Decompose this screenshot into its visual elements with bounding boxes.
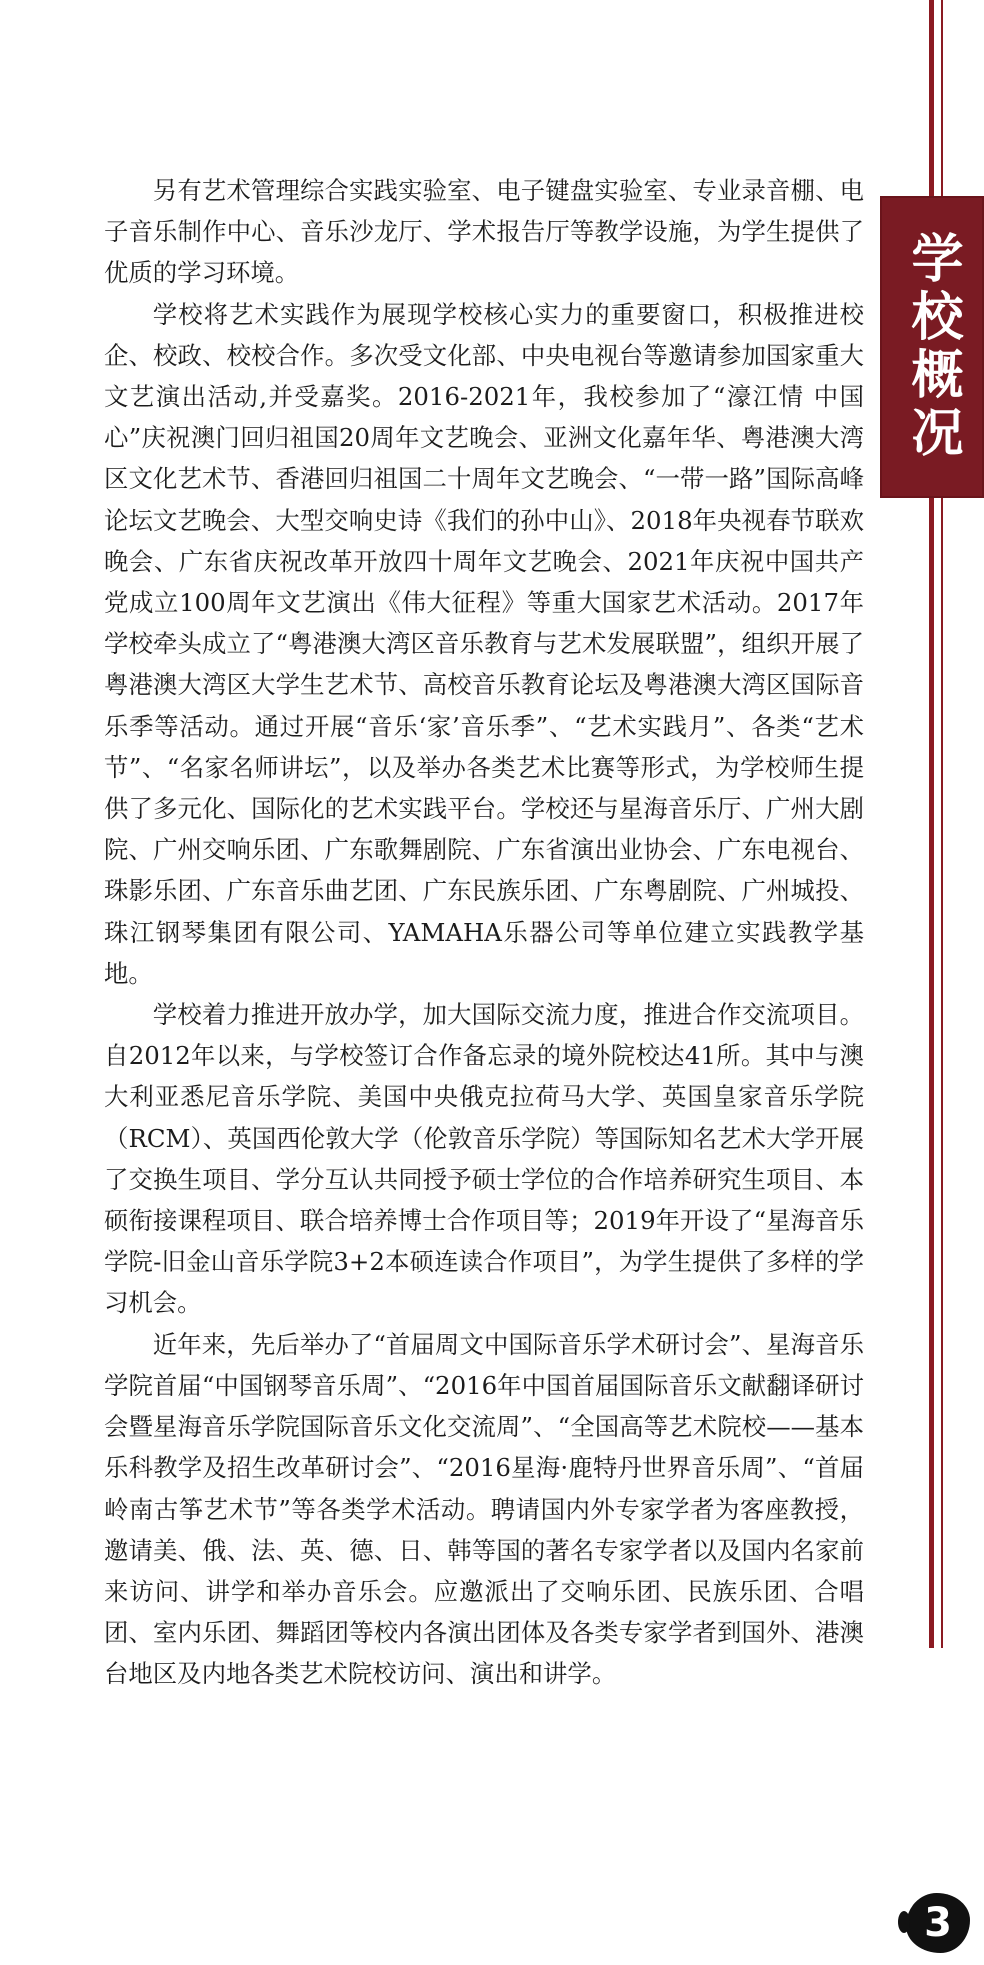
section-tab [880, 196, 984, 498]
paragraph-art-practice: 学校将艺术实践作为展现学校核心实力的重要窗口，积极推进校企、校政、校校合作。多次受文化部、中央电视台等邀请参加国家重大文艺演出活动,并受嘉奖。2016-2021年，我校参加了“濠江情 中国心”庆祝澳门回归祖国20周年文艺晚会、亚洲文化嘉年华、粤港澳大湾区文化艺术节、香港回归祖国二十周年文艺晚会、“一带一路”国际高峰论坛文艺晚会、大型交响史诗《我们的孙中山》、2018年央视春节联欢晚会、广东省庆祝改革开放四十周年文艺晚会、2021年庆祝中国共产党成立100周年文艺演出《伟大征程》等重大国家艺术活动。2017年学校牵头成立了“粤港澳大湾区音乐教育与艺术发展联盟”，组织开展了粤港澳大湾区大学生艺术节、高校音乐教育论坛及粤港澳大湾区国际音乐季等活动。通过开展“音乐‘家’音乐季”、“艺术实践月”、各类“艺术节”、“名家名师讲坛”，以及举办各类艺术比赛等形式，为学校师生提供了多元化、国际化的艺术实践平台。学校还与星海音乐厅、广州大剧院、广州交响乐团、广东歌舞剧院、广东省演出业协会、广东电视台、珠影乐团、广东音乐曲艺团、广东民族乐团、广东粤剧院、广州城投、珠江钢琴集团有限公司、YAMAHA乐器公司等单位建立实践教学基地。 [104, 299, 864, 988]
paragraph-international-exchange: 学校着力推进开放办学，加大国际交流力度，推进合作交流项目。自2012年以来，与学校签订合作备忘录的境外院校达41所。其中与澳大利亚悉尼音乐学院、美国中央俄克拉荷马大学、英国皇家音乐学院（RCM）、英国西伦敦大学（伦敦音乐学院）等国际知名艺术大学开展了交换生项目、学分互认共同授予硕士学位的合作培养研究生项目、本硕衔接课程项目、联合培养博士合作项目等；2019年开设了“星海音乐学院-旧金山音乐学院3+2本硕连读合作项目”，为学生提供了多样的学习机会。 [104, 1000, 864, 1318]
section-tab-label: 学校概况 [902, 231, 962, 463]
paragraph-facilities: 另有艺术管理综合实践实验室、电子键盘实验室、专业录音棚、电子音乐制作中心、音乐沙龙厅、学术报告厅等教学设施，为学生提供了优质的学习环境。 [104, 176, 864, 288]
page-number-badge [906, 1893, 970, 1953]
page-number: 3 [924, 1900, 952, 1946]
paragraph-academic-activities: 近年来，先后举办了“首届周文中国际音乐学术研讨会”、星海音乐学院首届“中国钢琴音乐周”、“2016年中国首届国际音乐文献翻译研讨会暨星海音乐学院国际音乐文化交流周”、“全国高等艺术院校——基本乐科教学及招生改革研讨会”、“2016星海·鹿特丹世界音乐周”、“首届岭南古筝艺术节”等各类学术活动。聘请国内外专家学者为客座教授，邀请美、俄、法、英、德、日、韩等国的著名专家学者以及国内名家前来访问、讲学和举办音乐会。应邀派出了交响乐团、民族乐团、合唱团、室内乐团、舞蹈团等校内各演出团体及各类专家学者到国外、港澳台地区及内地各类艺术院校访问、演出和讲学。 [104, 1329, 864, 1689]
article-body [104, 170, 864, 1695]
